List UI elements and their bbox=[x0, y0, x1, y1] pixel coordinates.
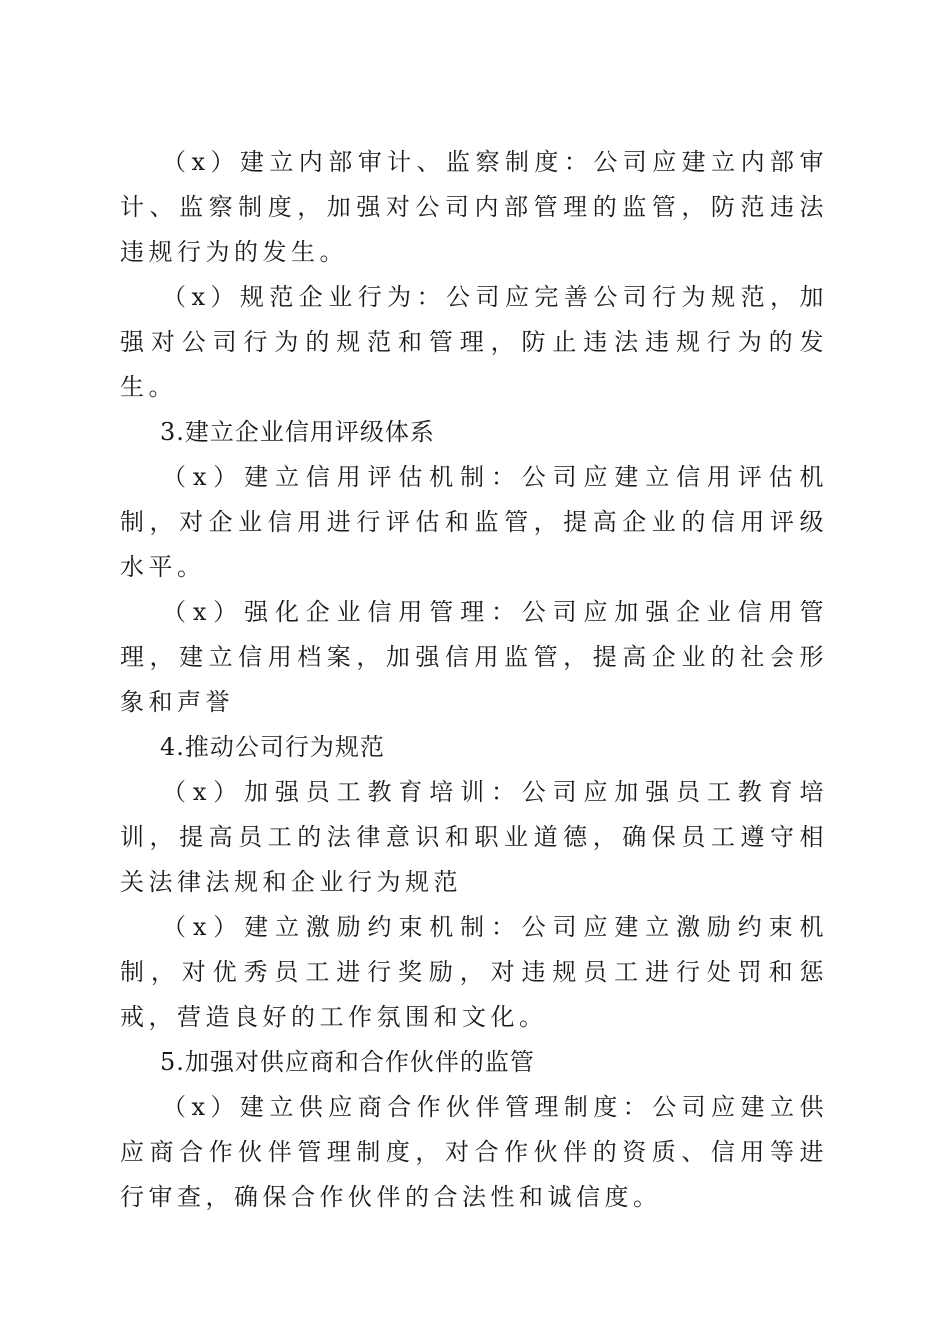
section-heading-3: 3.建立企业信用评级体系 bbox=[160, 418, 435, 446]
paragraph-credit-assessment: （x）建立信用评估机制：公司应建立信用评估机制，对企业信用进行评估和监管，提高企业的信用评级水平。 bbox=[120, 463, 828, 581]
section-heading-4: 4.推动公司行为规范 bbox=[160, 733, 385, 761]
paragraph-regulate-conduct: （x）规范企业行为：公司应完善公司行为规范，加强对公司行为的规范和管理，防止违法违规行为的发生。 bbox=[120, 283, 828, 401]
paragraph-internal-audit: （x）建立内部审计、监察制度：公司应建立内部审计、监察制度，加强对公司内部管理的监管，防范违法违规行为的发生。 bbox=[120, 148, 828, 266]
paragraph-supplier-management: （x）建立供应商合作伙伴管理制度：公司应建立供应商合作伙伴管理制度，对合作伙伴的资质、信用等进行审查，确保合作伙伴的合法性和诚信度。 bbox=[120, 1093, 828, 1211]
paragraph-incentive-mechanism: （x）建立激励约束机制：公司应建立激励约束机制，对优秀员工进行奖励，对违规员工进行处罚和惩戒，营造良好的工作氛围和文化。 bbox=[120, 913, 828, 1031]
section-heading-5: 5.加强对供应商和合作伙伴的监管 bbox=[160, 1048, 535, 1076]
paragraph-credit-management: （x）强化企业信用管理：公司应加强企业信用管理，建立信用档案，加强信用监管，提高企业的社会形象和声誉 bbox=[120, 598, 828, 716]
document-body bbox=[120, 140, 828, 1220]
paragraph-employee-training: （x）加强员工教育培训：公司应加强员工教育培训，提高员工的法律意识和职业道德，确保员工遵守相关法律法规和企业行为规范 bbox=[120, 778, 828, 896]
